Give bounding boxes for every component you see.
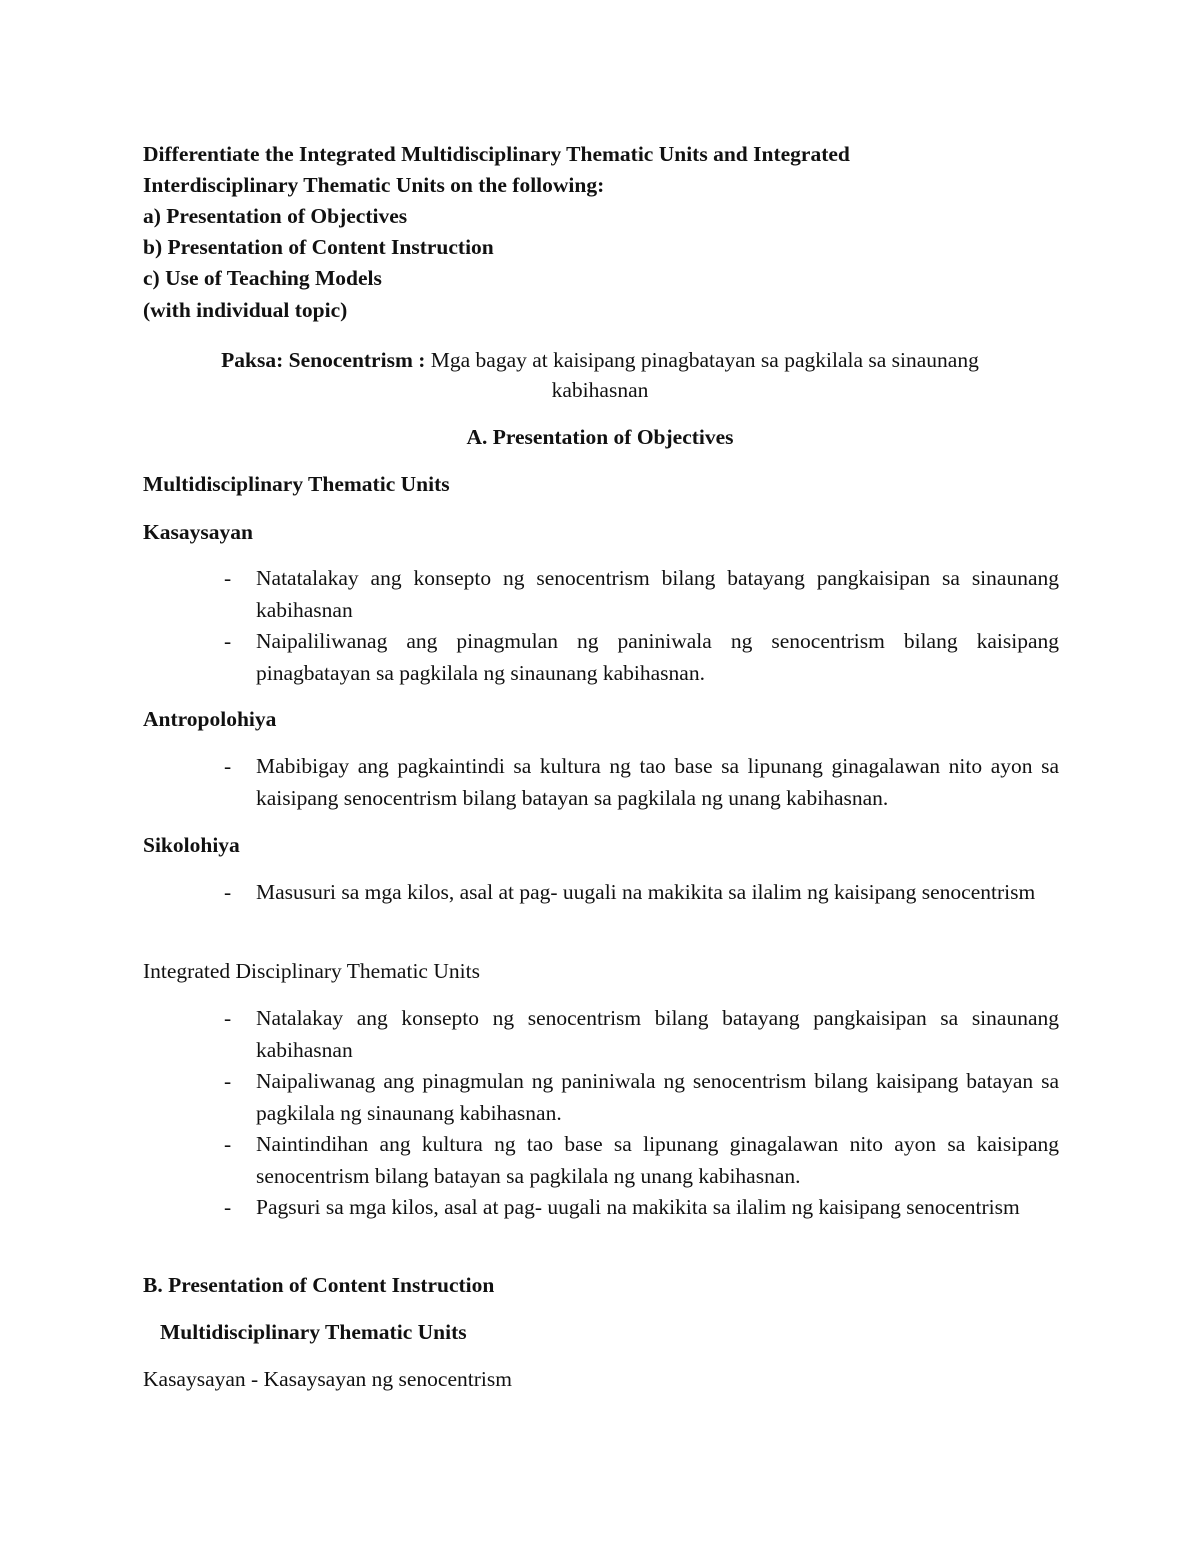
list-item-text: Natatalakay ang konsepto ng senocentrism bilang batayang pangkaisipan sa sinaunang kabihasnan	[256, 566, 1059, 622]
bullet-dash: -	[224, 1069, 232, 1093]
header-item-a: a) Presentation of Objectives	[143, 204, 408, 228]
topic-line	[0, 345, 1200, 376]
list-item-text: Naipaliwanag ang pinagmulan ng paniniwala ng senocentrism bilang kaisipang batayan sa pagkilala ng sinaunang kabihasnan.	[256, 1069, 1059, 1125]
bullet-dash: -	[224, 880, 232, 904]
bullet-dash: -	[224, 754, 232, 778]
bullet-dash: -	[224, 629, 232, 653]
topic-label: Paksa: Senocentrism :	[221, 348, 426, 372]
multidisciplinary-heading: Multidisciplinary Thematic Units	[143, 472, 450, 496]
section-a-title: A. Presentation of Objectives	[466, 425, 734, 449]
list-item-text: Naintindihan ang kultura ng tao base sa lipunang ginagalawan nito ayon sa kaisipang senocentrism bilang batayan sa pagkilala ng unang kabihasnan.	[256, 1132, 1059, 1188]
header-line-1: Differentiate the Integrated Multidisciplinary Thematic Units and Integrated	[143, 142, 850, 166]
bullet-dash: -	[224, 1195, 232, 1219]
bullet-dash: -	[224, 566, 232, 590]
subject-heading-kasaysayan: Kasaysayan	[143, 520, 253, 544]
header-line-2: Interdisciplinary Thematic Units on the following:	[143, 173, 605, 197]
list-item-text: Mabibigay ang pagkaintindi sa kultura ng tao base sa lipunang ginagalawan nito ayon sa kaisipang senocentrism bilang batayan sa pagkilala ng unang kabihasnan.	[256, 754, 1059, 810]
section-b-title: B. Presentation of Content Instruction	[143, 1273, 495, 1297]
list-item-text: Pagsuri sa mga kilos, asal at pag- uugali na makikita sa ilalim ng kaisipang senocentrism	[256, 1195, 1020, 1219]
list-item-text: Natalakay ang konsepto ng senocentrism bilang batayang pangkaisipan sa sinaunang kabihasnan	[256, 1006, 1059, 1062]
section-b-first-line: Kasaysayan - Kasaysayan ng senocentrism	[143, 1367, 512, 1391]
bullet-dash: -	[224, 1006, 232, 1030]
subject-heading-antropolohiya: Antropolohiya	[143, 707, 277, 731]
list-item-text: Naipaliliwanag ang pinagmulan ng paniniwala ng senocentrism bilang kaisipang pinagbatayan sa pagkilala ng sinaunang kabihasnan.	[256, 629, 1059, 685]
header-note: (with individual topic)	[143, 298, 348, 322]
section-b-multidisciplinary-heading: Multidisciplinary Thematic Units	[160, 1320, 467, 1344]
topic-line-cont: kabihasnan	[551, 378, 649, 402]
topic-text: Mga bagay at kaisipang pinagbatayan sa pagkilala sa sinaunang	[430, 348, 979, 372]
list-item-text: Masusuri sa mga kilos, asal at pag- uugali na makikita sa ilalim ng kaisipang senocentrism	[256, 880, 1036, 904]
header-item-c: c) Use of Teaching Models	[143, 266, 382, 290]
integrated-heading: Integrated Disciplinary Thematic Units	[143, 959, 480, 983]
header-item-b: b) Presentation of Content Instruction	[143, 235, 494, 259]
subject-heading-sikolohiya: Sikolohiya	[143, 833, 240, 857]
bullet-dash: -	[224, 1132, 232, 1156]
